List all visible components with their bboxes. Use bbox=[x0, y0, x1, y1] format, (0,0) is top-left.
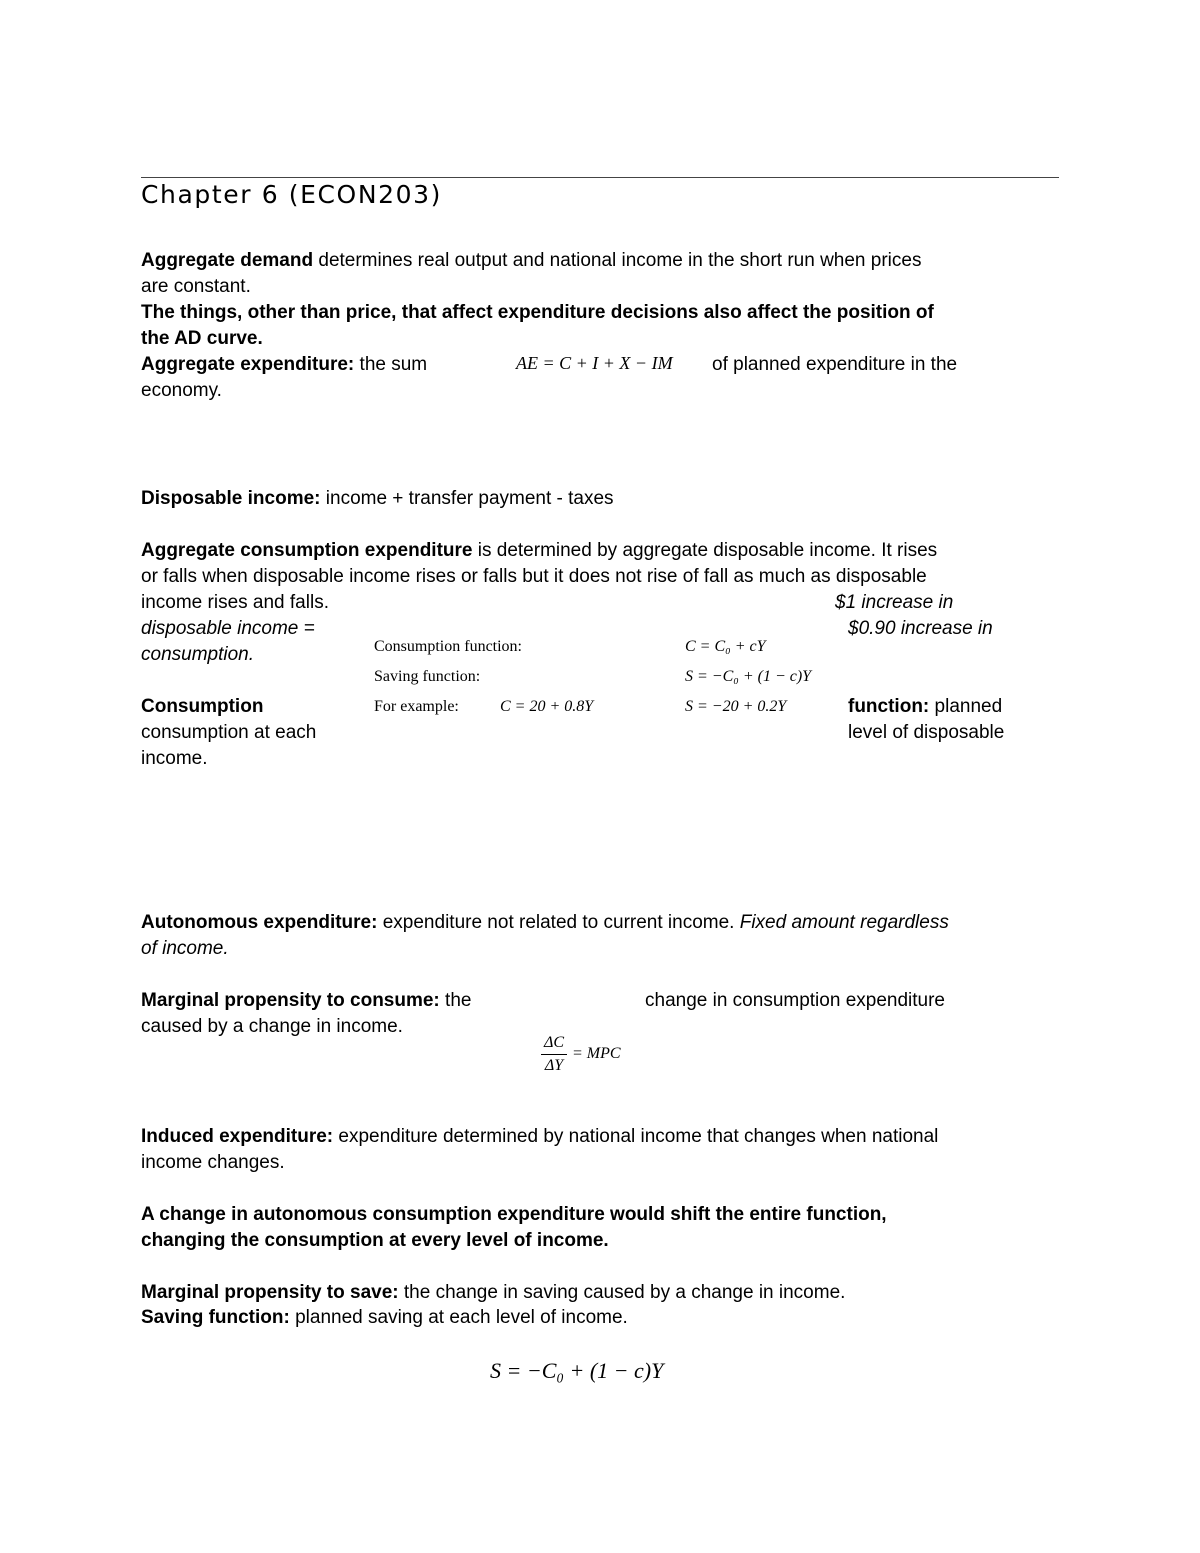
text: income + transfer payment - taxes bbox=[320, 488, 614, 509]
term: Aggregate demand bbox=[141, 250, 314, 271]
mpc-line2: caused by a change in income. bbox=[141, 1016, 403, 1037]
ae-line2: economy. bbox=[141, 380, 222, 401]
induced-para bbox=[141, 1124, 938, 1150]
term: Disposable income: bbox=[141, 488, 321, 509]
consumption-term-left: Consumption bbox=[141, 696, 264, 717]
text: planned saving at each level of income. bbox=[289, 1307, 628, 1328]
table-r3-c: C = 20 + 0.8Y bbox=[500, 698, 594, 715]
header-rule bbox=[141, 177, 1059, 178]
text: determines real output and national income in the short run when prices bbox=[313, 250, 922, 271]
fraction-bar bbox=[541, 1054, 567, 1055]
text: expenditure determined by national income that changes when national bbox=[333, 1126, 939, 1147]
text: the sum bbox=[354, 354, 428, 375]
consumption-left2: consumption at each bbox=[141, 722, 317, 743]
change-auto-line1: A change in autonomous consumption expenditure would shift the entire function, bbox=[141, 1204, 887, 1225]
text: expenditure not related to current income. bbox=[377, 912, 740, 933]
table-r1-label: Consumption function: bbox=[374, 638, 522, 655]
italic-right-1: $1 increase in bbox=[835, 592, 954, 613]
mpc-num: ΔC bbox=[543, 1034, 565, 1051]
consumption-left3: income. bbox=[141, 748, 208, 769]
mpc-fraction bbox=[541, 1034, 567, 1075]
aggregate-demand-line2: are constant. bbox=[141, 276, 251, 297]
term: Saving function: bbox=[141, 1307, 290, 1328]
table-r1-formula: C = C₀ + cY bbox=[685, 638, 766, 655]
disposable-income-para bbox=[141, 486, 614, 512]
agg-consumption-line3: income rises and falls. bbox=[141, 592, 329, 613]
term: Marginal propensity to save: bbox=[141, 1282, 399, 1303]
table-r2-label: Saving function: bbox=[374, 668, 481, 685]
mps-para bbox=[141, 1280, 845, 1306]
induced-line2: income changes. bbox=[141, 1152, 285, 1173]
aggregate-demand-para bbox=[141, 248, 921, 274]
autonomous-para bbox=[141, 910, 949, 936]
saving-formula: S = −C₀ + (1 − c)Y bbox=[490, 1358, 664, 1383]
italic-left-1: disposable income = bbox=[141, 618, 315, 639]
text: the change in saving caused by a change in income. bbox=[398, 1282, 846, 1303]
change-auto-line2: changing the consumption at every level of income. bbox=[141, 1230, 609, 1251]
italic-right-2: $0.90 increase in bbox=[848, 618, 993, 639]
mpc-right: change in consumption expenditure bbox=[645, 990, 945, 1011]
text: the bbox=[439, 990, 472, 1011]
agg-consumption-para bbox=[141, 538, 937, 564]
ae-formula: AE = C + I + X − IM bbox=[516, 353, 673, 373]
table-r2-formula: S = −C₀ + (1 − c)Y bbox=[685, 668, 812, 685]
consumption-term-right bbox=[848, 694, 1002, 720]
term: Aggregate expenditure: bbox=[141, 354, 355, 375]
term: Autonomous expenditure: bbox=[141, 912, 378, 933]
ae-after: of planned expenditure in the bbox=[712, 354, 958, 375]
things-line2: the AD curve. bbox=[141, 328, 263, 349]
term: Marginal propensity to consume: bbox=[141, 990, 440, 1011]
consumption-right2: level of disposable bbox=[848, 722, 1005, 743]
term: Induced expenditure: bbox=[141, 1126, 334, 1147]
table-r3-s: S = −20 + 0.2Y bbox=[685, 698, 787, 715]
mpc-den: ΔY bbox=[544, 1057, 564, 1074]
table-r3-label: For example: bbox=[374, 698, 459, 715]
saving-fn-para bbox=[141, 1305, 628, 1331]
agg-consumption-line2: or falls when disposable income rises or falls but it does not rise of fall as much as disposable bbox=[141, 566, 927, 587]
page-title: Chapter 6 (ECON203) bbox=[141, 180, 443, 209]
things-line1: The things, other than price, that affect expenditure decisions also affect the position of bbox=[141, 302, 934, 323]
aggregate-expenditure-para bbox=[141, 352, 427, 378]
autonomous-line2: of income. bbox=[141, 938, 229, 959]
term: Aggregate consumption expenditure bbox=[141, 540, 473, 561]
text: is determined by aggregate disposable income. It rises bbox=[472, 540, 938, 561]
text: planned bbox=[929, 696, 1003, 717]
italic-text: Fixed amount regardless bbox=[739, 912, 949, 933]
term: function: bbox=[848, 696, 930, 717]
mpc-para bbox=[141, 988, 471, 1014]
italic-left-2: consumption. bbox=[141, 644, 255, 665]
mpc-eq: = MPC bbox=[572, 1045, 621, 1062]
